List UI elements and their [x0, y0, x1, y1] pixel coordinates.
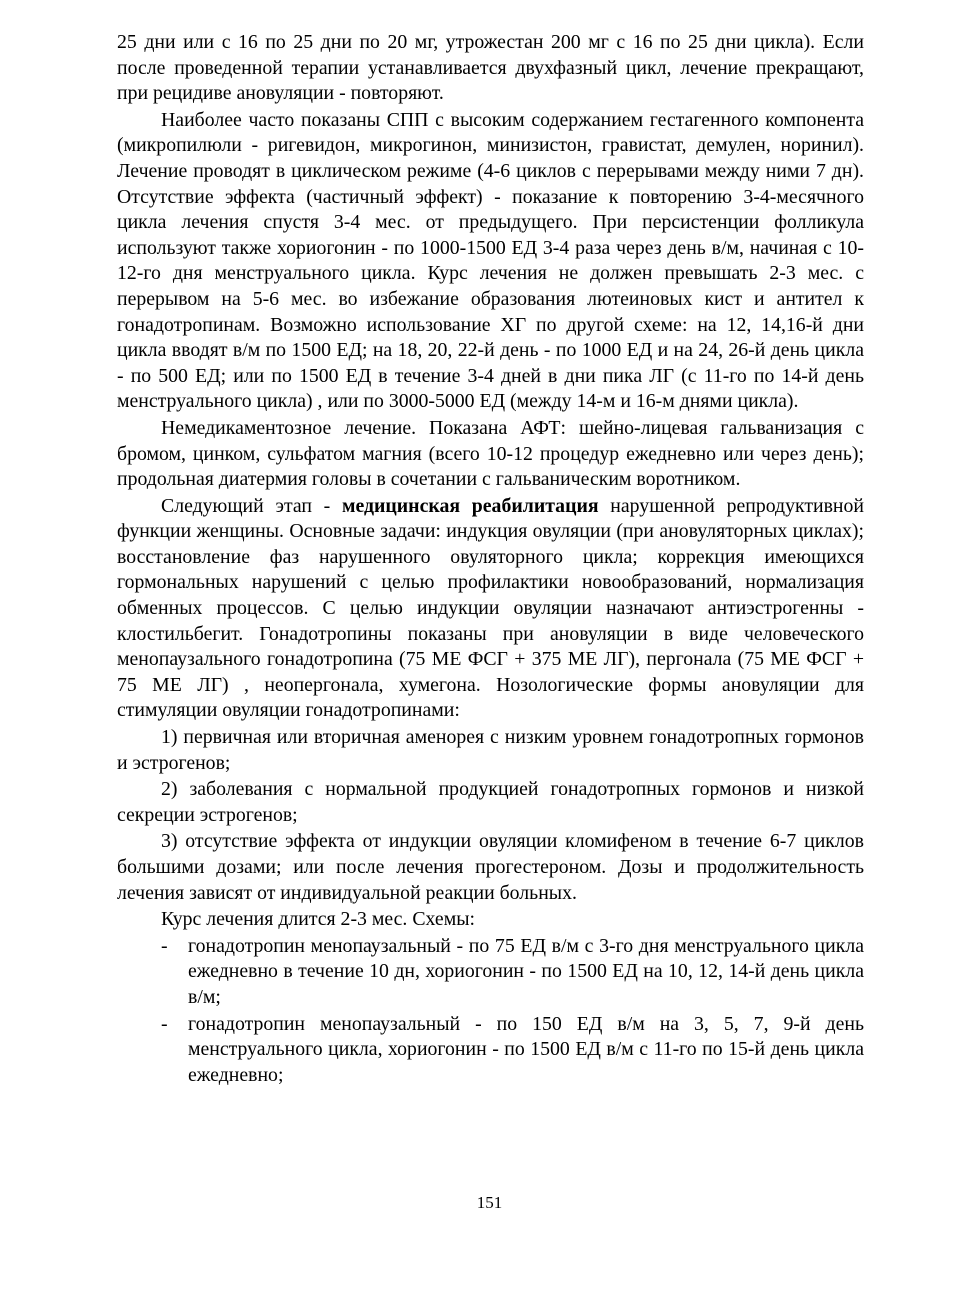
- scheme-list: [117, 934, 864, 1089]
- numbered-item-3: 3) отсутствие эффекта от индукции овуляции кломифеном в течение 6-7 циклов большими дозами; или после лечения прогестероном. Дозы и продолжительность лечения зависят от индивидуальной реакции больных.: [117, 830, 864, 904]
- paragraph-4: [117, 494, 864, 724]
- scheme-text: гонадотропин менопаузальный - по 75 ЕД в/м с 3-го дня менструального цикла ежедневно в течение 10 дн, хориогонин - по 1500 ЕД на 10, 12, 14-й день цикла в/м;: [188, 934, 864, 1008]
- page-body: [117, 30, 864, 1089]
- paragraph-4-bold-term: медицинская реабилитация: [341, 494, 599, 517]
- paragraph-3: Немедикаментозное лечение. Показана АФТ: шейно-лицевая гальванизация с бромом, цинком, сульфатом магния (всего 10-12 процедур ежедневно или через день); продольная диатермия головы в сочетании с гальваническим воротником.: [117, 416, 864, 491]
- paragraph-4-lead: Следующий этап -: [161, 494, 342, 517]
- numbered-item-1: 1) первичная или вторичная аменорея с низким уровнем гонадотропных гормонов и эстрогенов;: [117, 726, 864, 774]
- list-dash: -: [161, 934, 168, 957]
- paragraph-1: 25 дни или с 16 по 25 дни по 20 мг, утрожестан 200 мг с 16 по 25 дни цикла). Если после проведенной терапии устанавливается двухфазный цикл, лечение прекращают, при рецидиве ановуляции - повторяют.: [117, 31, 864, 105]
- numbered-item-2: 2) заболевания с нормальной продукцией гонадотропных гормонов и низкой секреции эстрогенов;: [117, 778, 864, 826]
- page-number: 151: [476, 1193, 503, 1212]
- paragraph-2: Наиболее часто показаны СПП с высоким содержанием гестагенного компонента (микропилюли - ригевидон, микрогинон, минизистон, гравистат, демулен, норинил). Лечение проводят в циклическом режиме (4-6 циклов с перерывами между ними 7 дн). Отсутствие эффекта (частичный эффект) - показание к повторению 3-4-месячного цикла лечения спустя 3-4 мес. от предыдущего. При персистенции фолликула используют также хориогонин - по 1000-1500 ЕД 3-4 раза через день в/м, начиная с 10-12-го дня менструального цикла. Курс лечения не должен превышать 2-3 мес. с перерывом на 5-6 мес. во избежание образования лютеиновых кист и антител к гонадотропинам. Возможно использование ХГ по другой схеме: на 12, 14,16-й дни цикла вводят в/м по 1500 ЕД; на 18, 20, 22-й день - по 1000 ЕД и на 24, 26-й день цикла - по 500 ЕД; или по 1500 ЕД в течение 3-4 дней в дни пика ЛГ (с 11-го по 14-й день менструального цикла) , или по 3000-5000 ЕД (между 14-м и 16-м днями цикла).: [117, 108, 864, 413]
- scheme-list-item: [117, 934, 864, 1011]
- paragraph-schemes: Курс лечения длится 2-3 мес. Схемы:: [161, 908, 475, 931]
- scheme-text: гонадотропин менопаузальный - по 150 ЕД в/м на 3, 5, 7, 9-й день менструального цикла, хориогонин - по 1500 ЕД в/м с 11-го по 15-й день цикла ежедневно;: [188, 1012, 864, 1086]
- paragraph-4-rest: нарушенной репродуктивной функции женщины. Основные задачи: индукция овуляции (при ановуляторных циклах); восстановление фаз нарушенного овуляторного цикла; коррекция имеющихся гормональных нарушений с целью профилактики новообразований, нормализация обменных процессов. С целью индукции овуляции назначают антиэстрогенны - клостильбегит. Гонадотропины показаны при ановуляции в виде человеческого менопаузального гонадотропина (75 МЕ ФСГ + 375 МЕ ЛГ), пергонала (75 МЕ ФСГ + 75 МЕ ЛГ) , неопергонала, хумегона. Нозологические формы ановуляции для стимуляции овуляции гонадотропинами:: [117, 494, 864, 722]
- list-dash: -: [161, 1012, 168, 1035]
- scheme-list-item: [117, 1012, 864, 1089]
